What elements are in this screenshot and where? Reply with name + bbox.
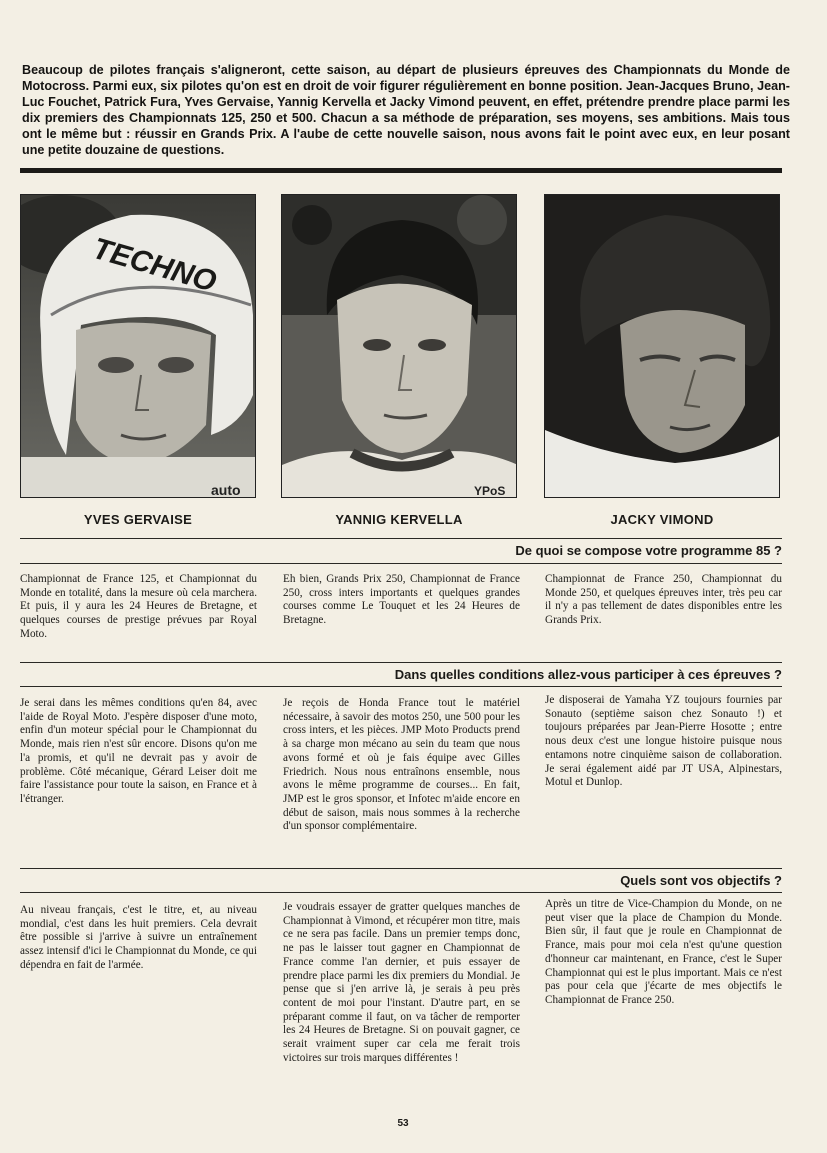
answer-kervella: Je reçois de Honda France tout le matériel nécessaire, à savoir des motos 250, une 500 pour les cross inters, et les pièces. JMP Moto Products prend à sa charge mon mécano au sein du team que nous avons formé et où je fais équipe avec Gilles Friedrich. Nous nous entraînons ensemble, nous avons le même programme de courses... En fait, JMP est le gros sponsor, et Infotec m'aide encore en début de saison, mais nous sommes à la recherche d'un sponsor complémentaire. xyxy=(283,697,520,833)
question-rule-top xyxy=(20,538,782,539)
answer-vimond: Championnat de France 250, Championnat du Monde 250, et quelques épreuves inter, très peu car il n'y a pas tellement de dates disponibles entre les Grands Prix. xyxy=(545,573,782,627)
header-rule xyxy=(20,168,782,173)
question-rule-bottom xyxy=(20,892,782,893)
question-rule-top xyxy=(20,662,782,663)
answer-gervaise: Au niveau français, c'est le titre, et, au niveau mondial, c'est dans les huit premiers. Cela devrait être possible si j'arrive à suivre un entraînement assez intensif d'ici le Championnat du Monde, ce qui dépendra en fait de l'armée. xyxy=(20,904,257,971)
question-heading: Quels sont vos objectifs ? xyxy=(620,873,782,888)
question-heading: Dans quelles conditions allez-vous participer à ces épreuves ? xyxy=(394,667,782,682)
answer-gervaise: Je serai dans les mêmes conditions qu'en 84, avec l'aide de Royal Moto. J'espère disposer d'une moto, enfin d'un moteur spécial pour le Championnat du Monde, mais rien n'est sûr encore. Disons qu'on me l'a promis, et qu'il ne devrait pas y avoir de problème. Côté mécanique, Gérard Leiser doit me faire l'assistance pour toute la saison, en France et à l'étranger. xyxy=(20,697,257,805)
answer-kervella: Je voudrais essayer de gratter quelques manches de Championnat à Vimond, et récupérer mon titre, mais ce ne sera pas facile. Dans un premier temps donc, ne pas le laisser tout gagner en Championnat de France comme l'an dernier, et puis essayer de prendre place parmi les dix premiers du Mondial. Je pense que si j'en arrive là, je serais à peu près content de moi pour l'instant. D'autre part, en se préparant comme il faut, on va tâcher de remporter les 24 Heures de Bretagne. Si on pouvait gagner, ce serait vraiment super car cela me ferait trois victoires sur trois marques différentes ! xyxy=(283,901,520,1064)
answer-vimond: Après un titre de Vice-Champion du Monde, on ne peut viser que la place de Champion du Monde. Bien sûr, il faut que je roule en Championnat de France, mais pour moi cela n'est qu'une question d'honneur car maintenant, en France, c'est le Super Championnat qui est le plus important. Mais ce n'est pas pour cela que j'écarte de mes objectifs le Championnat de France 250. xyxy=(545,898,782,1006)
rider-name-gervaise: YVES GERVAISE xyxy=(83,512,193,527)
jersey-text: auto xyxy=(211,482,241,498)
page-number: 53 xyxy=(397,1118,409,1129)
question-rule-bottom xyxy=(20,563,782,564)
question-heading: De quoi se compose votre programme 85 ? xyxy=(515,543,782,558)
question-rule-top xyxy=(20,868,782,869)
intro-paragraph: Beaucoup de pilotes français s'aligneront, cette saison, au départ de plusieurs épreuves des Championnats du Monde de Motocross. Parmi eux, six pilotes qu'on est en droit de voir figurer régulièrement en bonne position. Jean-Jacques Bruno, Jean-Luc Fouchet, Patrick Fura, Yves Gervaise, Yannig Kervella et Jacky Vimond peuvent, en effet, prétendre prendre place parmi les dix premiers des Championnats 125, 250 et 500. Chacun a sa méthode de préparation, ses moyens, ses ambitions. Mais tous ont le même but : réussir en Grands Prix. A l'aube de cette nouvelle saison, nous avons fait le point avec eux, en leur posant une petite douzaine de questions. xyxy=(22,63,790,157)
photo-yannig-kervella xyxy=(281,194,517,498)
rider-name-vimond: JACKY VIMOND xyxy=(610,512,714,527)
answer-vimond: Je disposerai de Yamaha YZ toujours fournies par Sonauto (septième saison chez Sonauto !) et toujours préparées par Jean-Pierre Hosotte ; entre nous deux c'est une longue histoire puisque nous entamons notre cinquième saison de collaboration. Je serai également aidé par JT USA, Alpinestars, Motul et Dunlop. xyxy=(545,694,782,789)
answer-kervella: Eh bien, Grands Prix 250, Championnat de France 250, cross inters importants et quelques grandes courses comme Le Touquet et les 24 Heures de Bretagne. xyxy=(283,573,520,627)
photo-jacky-vimond xyxy=(544,194,780,498)
helmet-text: TECHNO xyxy=(89,232,220,299)
answer-gervaise: Championnat de France 125, et Championnat du Monde en totalité, dans la mesure où cela marchera. Et puis, il y aura les 24 Heures de Bretagne, et quelques courses de prestige prévues par Royal Moto. xyxy=(20,573,257,640)
question-rule-bottom xyxy=(20,686,782,687)
jersey-text: YPoS xyxy=(474,484,506,498)
rider-name-kervella: YANNIG KERVELLA xyxy=(335,512,463,527)
photo-yves-gervaise xyxy=(20,194,256,498)
